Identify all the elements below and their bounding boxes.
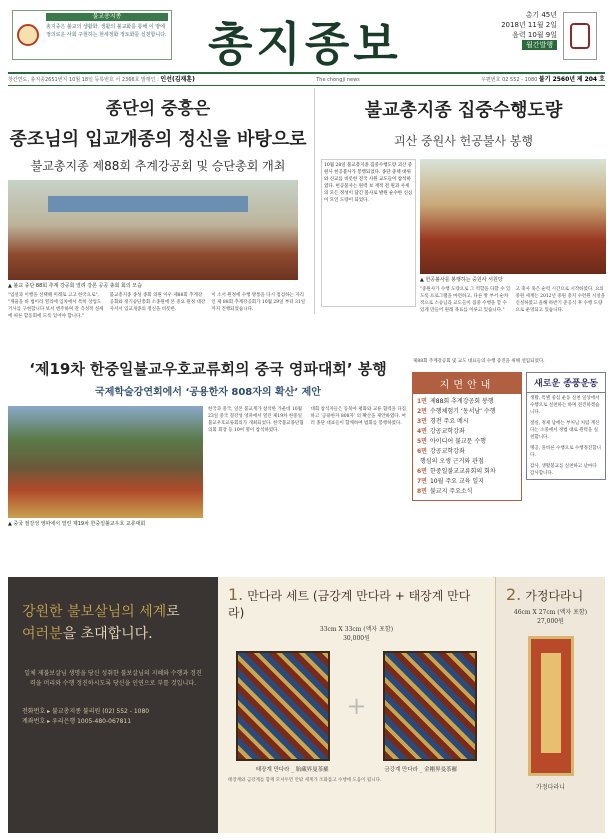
masthead — [8, 4, 605, 74]
index-item[interactable]: 2면 수행체험기 ‘동서남’ 수행 — [417, 408, 496, 415]
motto-title: 불교총지종 — [46, 13, 168, 21]
issue-no: 총기 45년 — [525, 11, 557, 19]
article1-headline: 종조님의 입교개종의 정신을 바탕으로 — [9, 129, 307, 150]
index-item[interactable]: 4면 강공교학강좌 — [417, 428, 465, 435]
article1-caption: ▲ 불교 종단 88회 추계 강공회 열려 강론 공공 총회 회의 모습 — [8, 283, 142, 289]
article1-subhead: 불교총지종 제88회 추계강공회 및 승단총회 개최 — [30, 159, 286, 173]
index-item[interactable]: 3면 경전 주요 메시 — [417, 418, 469, 425]
article2-col1: "중원사가 수행 도량으로 그 역할을 다할 수 있도록 프로그램을 마련하고, 다른 방 부서 순차적으로 스승님과 교도들이 집중 수행을 할 수 있게 만들어 원래 목표를 이루고 있습니다." — [420, 287, 511, 313]
spot-p3: 맹공, 올바른 수행으로 수행정진합니다. — [530, 446, 601, 458]
motto-text-block — [43, 11, 171, 59]
article3-subhead: 국제학술강연회에서 ‘공용한자 808자의 확산’ 제안 — [95, 387, 321, 398]
prod2-dims: 46cm X 27cm (액자 포함) 27,000원 — [513, 609, 588, 625]
taejang-mandala-image — [236, 651, 330, 761]
article-jungwonsa — [314, 88, 606, 314]
ad-contact — [22, 707, 204, 727]
phone-line: 우편번호 02 552 - 1080 불기 2560년 제 204 호 — [481, 76, 605, 83]
article3-cols — [208, 406, 408, 527]
conference-photo — [8, 406, 203, 518]
prod2-title: 2. 가정다라니 — [506, 585, 584, 604]
article3-col1: 한국과 중국, 일본 불교계가 참석한 가운데 10월 23일 중국 절강성 영파에서 열린 제19차 한중일불교우호교류회의가 개최되었다. 한국불교종단협의회 회장 등 10여 명이 참석하였다. — [208, 407, 304, 433]
knot-seal-icon — [563, 12, 597, 60]
index-item[interactable]: 8면 불교지 주요소식 — [417, 488, 473, 495]
article2-subhead: 괴산 중원사 헌공불사 봉행 — [394, 134, 533, 148]
new-movement-box — [526, 372, 606, 480]
spot-p2: 절실, 정제 남에는 부처님 처럼 계신다는 소중에서 정법 대로 원력을 실천합니다. — [530, 421, 600, 440]
spot-p4: 감사, 생활불교를 실천하고 날마다 감사합니다. — [530, 464, 597, 476]
article1-col2: 불교총지종 종성 종회 의원 이우 제88회 추계강공회와 정기승단총회 소종원에 본 중요 원정 대강사서서 입교개종의 정신을 비롯한. — [109, 293, 206, 312]
mandala-advertisement — [8, 577, 605, 833]
frequency-badge: 월간발행 — [522, 40, 557, 50]
dharani-scroll-image — [528, 636, 574, 776]
product-dharani — [495, 577, 605, 833]
index-title: 지면안내 — [413, 373, 521, 394]
index-lead-text: 제88회 추계강공회 및 교도 대표들의 수행 증진을 위해 설립되었다. — [413, 359, 545, 364]
index-item[interactable]: 6면 한중일불교교류회의 회차 — [417, 468, 496, 475]
article2-caption: ▲ 헌공불사를 봉행하는 중원사 서원당 — [420, 277, 503, 283]
index-list — [413, 394, 521, 500]
ad-account: 계좌번호 ▸ 우리은행 1005-480-067811 — [22, 718, 132, 725]
issue-date: 2018년 11월 2일 — [501, 21, 557, 29]
issue-info — [501, 10, 557, 50]
website: The chongji news — [316, 77, 360, 83]
mandala-captions — [228, 765, 485, 773]
paper-title: 총지종보 — [208, 17, 402, 71]
article2-headline: 불교총지종 집중수행도량 — [364, 100, 563, 121]
publisher-line: 창간연도, 총지종2651번지 10월 18일 등록번호 서 2366호 발행인 : 인선(김재훈) — [8, 76, 195, 83]
index-item[interactable]: 행심의 오생 근거와 관점 — [420, 458, 484, 465]
assembly-photo — [8, 180, 298, 280]
index-item[interactable]: 5면 아이디어 불교문 수행 — [417, 438, 486, 445]
mandala-images — [228, 651, 485, 761]
prod1-dims: 33cm X 33cm (액자 포함) 30,000원 — [319, 626, 394, 642]
article1-col3: 이 소서 원정에 수행 방통을 다시 점검하는 자리인 제 88회 추계강공회가 10월 29일 부터 31일까지 진행되었습니다. — [211, 293, 306, 312]
article3-body — [8, 406, 408, 527]
index-item[interactable]: 7면 10월 주요 교육 일지 — [417, 478, 484, 485]
article1-kicker: 종단의 중흥은 — [105, 99, 211, 119]
ad-intro — [8, 577, 218, 833]
plus-icon: + — [346, 692, 367, 720]
lotus-emblem-icon — [13, 11, 43, 59]
article2-body — [321, 159, 606, 314]
ad-headline: 강원한 불보살님의 세계로 여러분을 초대합니다. — [22, 604, 180, 642]
mandala-caption-b: 금강계 만다라 _ 金剛界曼茶羅 — [384, 767, 458, 773]
motto-box — [12, 10, 172, 60]
motto-text: 총지종은 불교의 생활화, 생활의 불교화를 통해 이 땅에 정의로운 사회 구현하는 현세정화 정토화를 실천합니다. — [46, 24, 167, 38]
spot-title: 새로운 종풍운동 — [527, 373, 605, 393]
article3-headline: ‘제19차 한중일불교우호교류회의 중국 영파대회’ 봉행 — [29, 360, 387, 378]
article3-caption: ▲ 중국 절강성 영파에서 열린 제19차 한중일불교우호 교류대회 — [8, 521, 146, 527]
jungwonsa-photo — [420, 159, 606, 274]
prod1-note: 태장계와 금강계를 함께 모셔두면 안팎 세계가 조화롭고 수행에 도움이 됩니다. — [228, 778, 382, 783]
product-mandala-set — [218, 577, 495, 833]
page-index — [412, 359, 545, 501]
geumgang-mandala-image — [383, 651, 477, 761]
article2-cols — [420, 286, 606, 314]
publication-infobar — [8, 74, 605, 86]
article3-col2: 대회 참석자들은 동북아 평화와 교류 협력을 다짐하고 ‘공용한자 808자’ 의 확산을 제안하였다. 여러 종단 대표들이 함께하여 법회를 봉행하였다. — [310, 407, 407, 426]
prod1-title: 1. 만다라 세트 (금강계 만다라 + 태장계 만다라) — [228, 585, 471, 620]
prod2-caption: 가정다라니 — [536, 784, 565, 791]
ad-description: 일체 제불보살님 생명을 당신 성취한 불보살님의 지혜와 수행과 정진력을 머리와 수행 정진하시도록 당신을 인연으로 부를 것입니다. — [24, 670, 202, 687]
index-item[interactable]: 1면 제88회 추계강공회 봉행 — [417, 398, 494, 405]
article1-body — [8, 292, 308, 320]
spot-p1: 생활, 특별 중심 운동 실천 일상에서 수행으로 실천하는 하며 전진하겠습니다. — [530, 396, 600, 415]
article2-boxed-text: 10월 28일 불교총지종 집중수행도량 괴산 중원사 헌공불사가 봉행되었다. 종단 중책 대위와 신교를 비롯한 전국 사원 교도들이 참석하였다. 헌공불사는 원력 보 재적 전 원과 사세의 모든 정성이 담긴 불사로 발원 순수한 신심이 모인 도량이 되었다. — [321, 159, 416, 307]
article2-col2: 고 축사 혹은 순력 시간으로 시작하였다. 요의 중원 세계는 2012년 중원 총지 수련원 시설을 신설하였고 올해 하반기 준공식 후 수행 도량으로 운영되고 있습니다. — [515, 287, 606, 313]
article-exchange-conference — [8, 358, 408, 527]
article-general-assembly — [8, 88, 308, 320]
ad-phone[interactable]: 전화번호 ▸ 불교총지종 불리원 (02) 552 - 1080 — [22, 708, 150, 715]
article1-col1: "입설과 이행을 선택해 미래로 고고 한국으로", "계율을 바 법이라 열리에 입차에서 특히 상업도 기사를 구현합니다 보서 엔주하며 잔 측성적 실세에 따른 합동회에 도록 있어야 합니다." — [8, 293, 104, 319]
issue-lunar-date: 음력 10월 9일 — [512, 31, 557, 39]
publisher-name: 인선(김재훈) — [160, 76, 195, 83]
index-item[interactable]: 6면 강공교학강좌 — [417, 448, 465, 455]
mandala-caption-a: 태장계 만다라 _ 胎藏界曼茶羅 — [255, 767, 329, 773]
